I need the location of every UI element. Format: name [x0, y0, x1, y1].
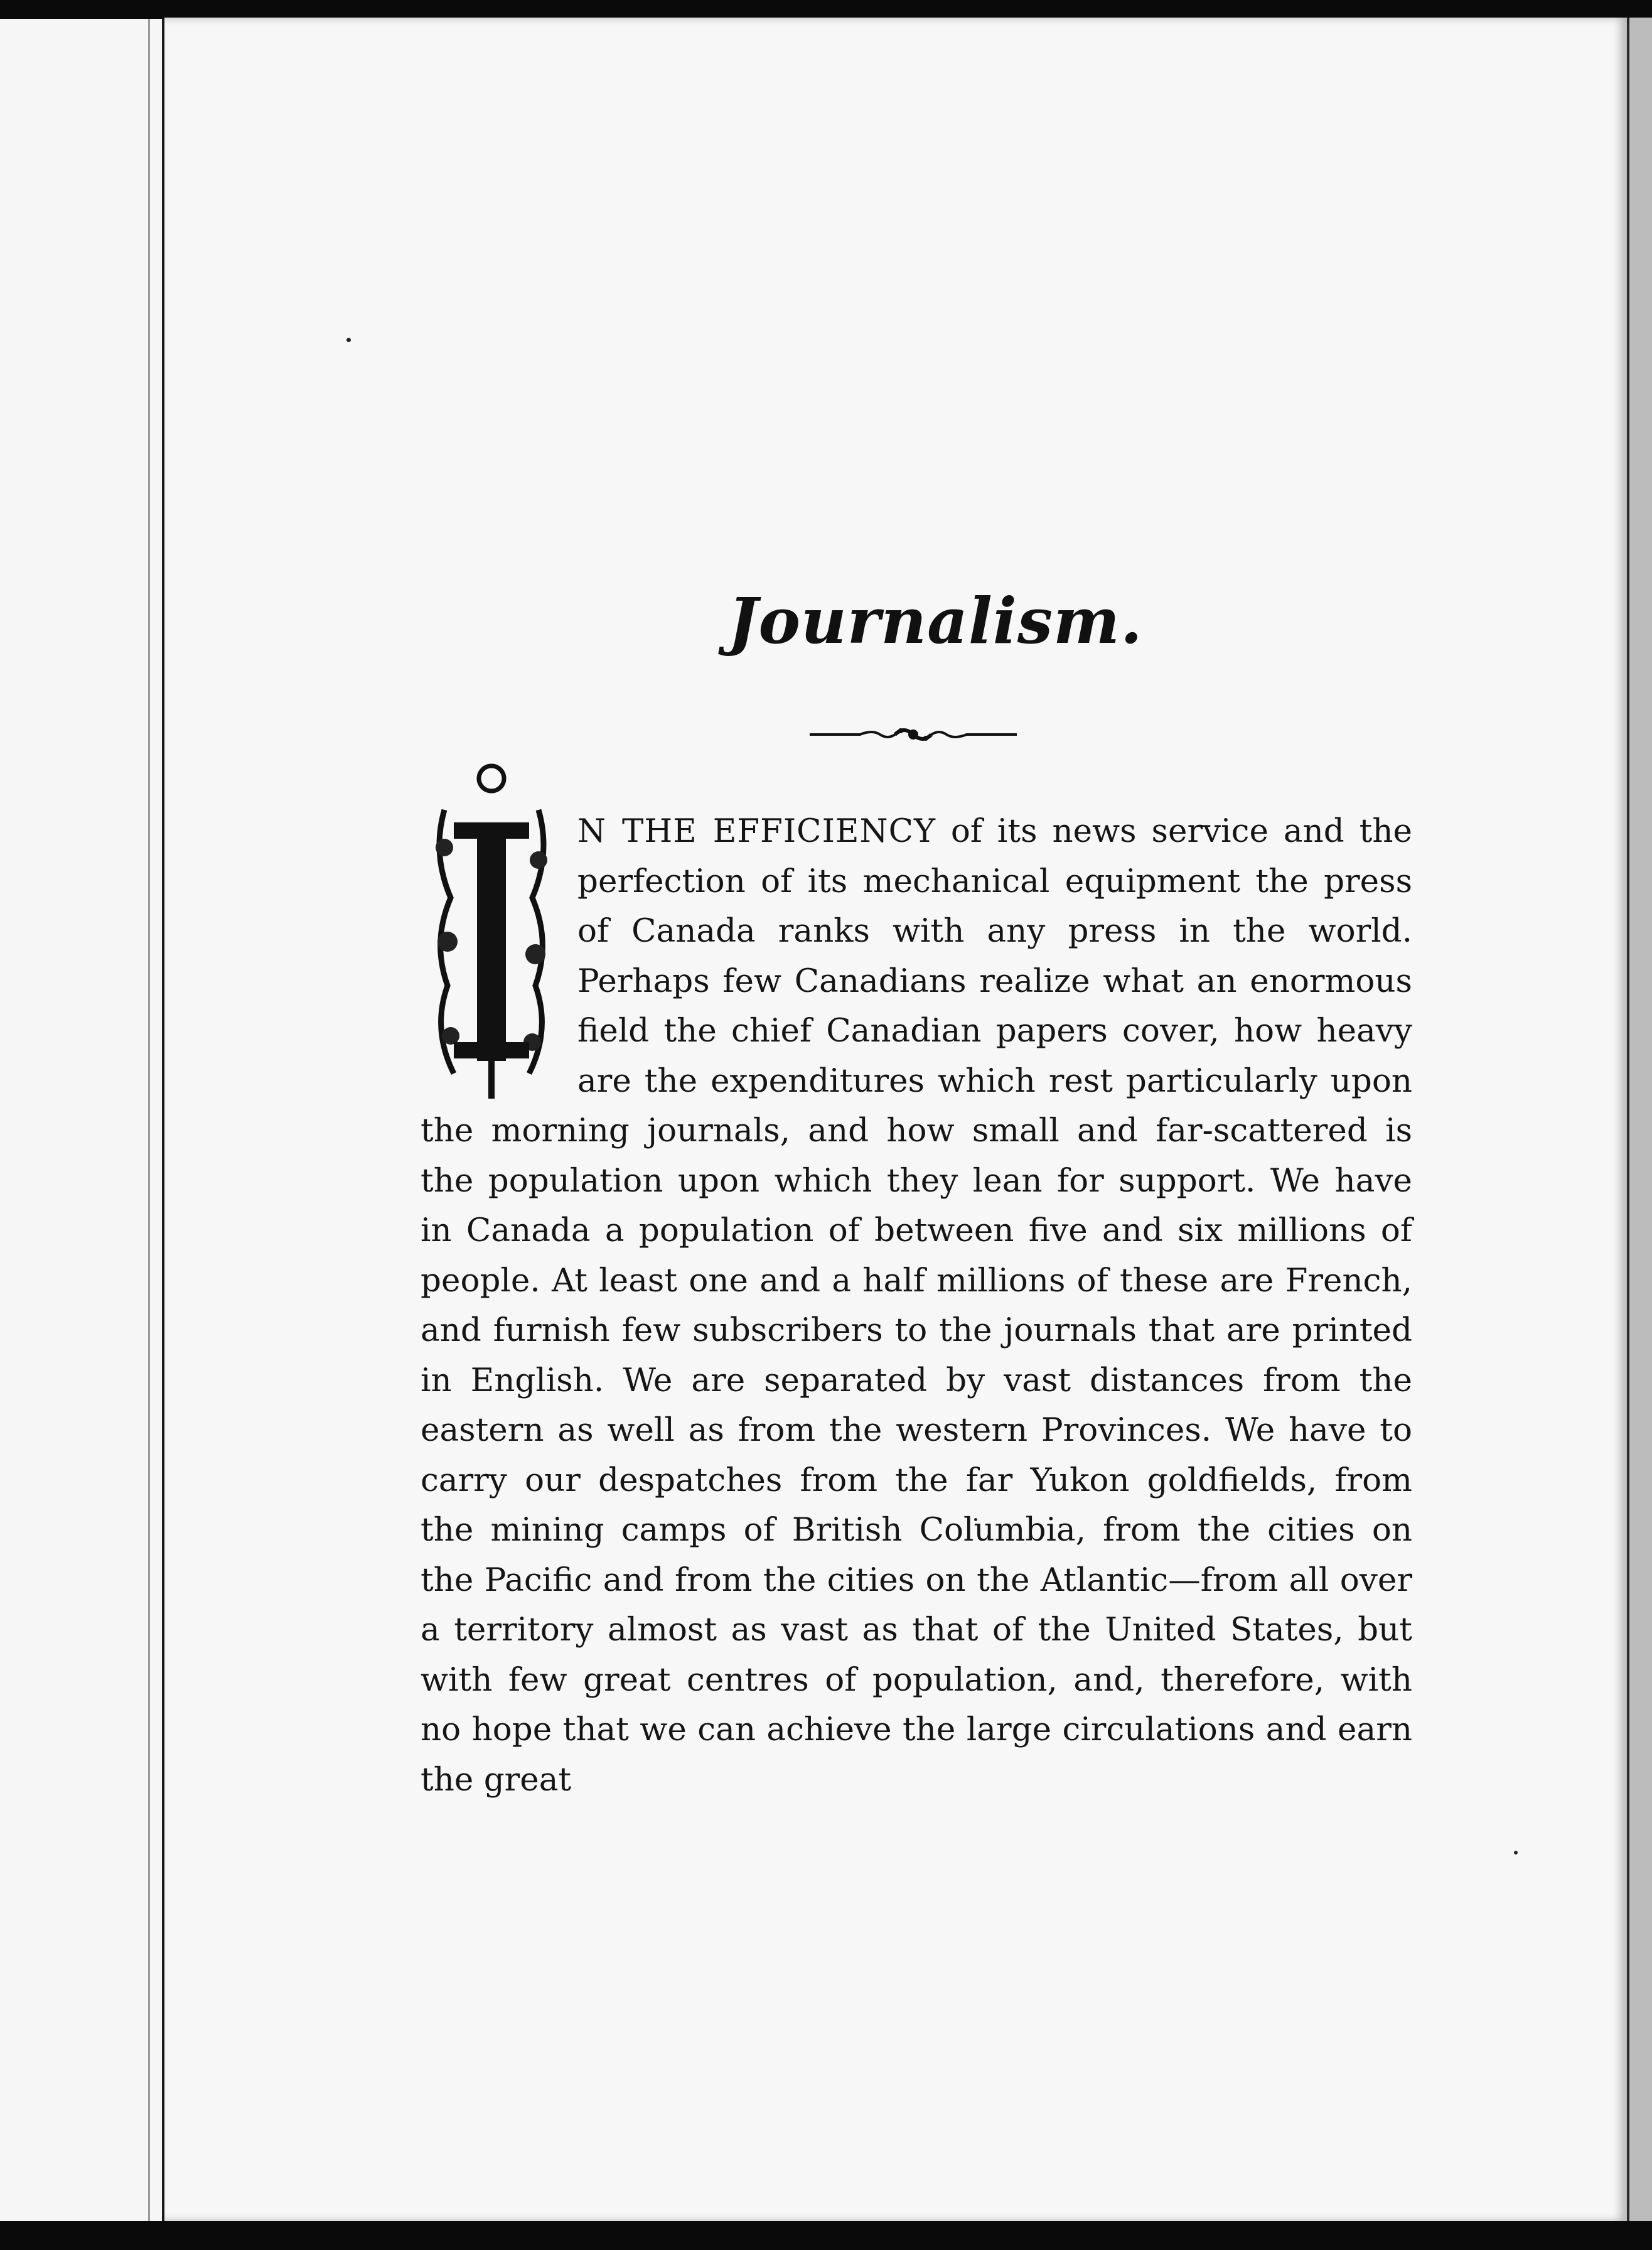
dropcap-wrap-space	[421, 807, 577, 1102]
article-body	[421, 807, 1412, 1805]
right-page-edge	[1627, 18, 1652, 2221]
article-body-text: of its news service and the perfection of its mechanical equipment the press of Canada ranks with any press in the world. Perhaps few Canadians realize what an enormous field the chief Canadian papers cover, how heavy are the expenditures which rest particularly upon the morning journals, and how small and far-scattered is the population upon which they lean for support. We have in Canada a population of between five and six millions of people. At least one and a half millions of these are French, and furnish few subscribers to the journals that are printed in English. We are separated by vast distances from the eastern as well as from the western Provinces. We have to carry our despatches from the far Yukon goldfields, from the mining camps of British Columbia, from the cities on the Pacific and from the cities on the Atlantic—from all over a territory almost as vast as that of the United States, but with few great centres of population, and, therefore, with no hope that we can achieve the large circulations and earn the great	[421, 812, 1412, 1799]
print-speck	[1514, 1851, 1518, 1854]
decorative-rule-icon	[810, 722, 1017, 747]
page-title: Journalism.	[728, 584, 1143, 658]
lead-in-caps: N THE EFFICIENCY	[577, 812, 936, 850]
print-speck	[346, 338, 351, 342]
left-page-edge	[0, 19, 166, 2235]
page-gutter-line	[148, 19, 150, 2235]
bottom-scan-border	[0, 2221, 1652, 2250]
